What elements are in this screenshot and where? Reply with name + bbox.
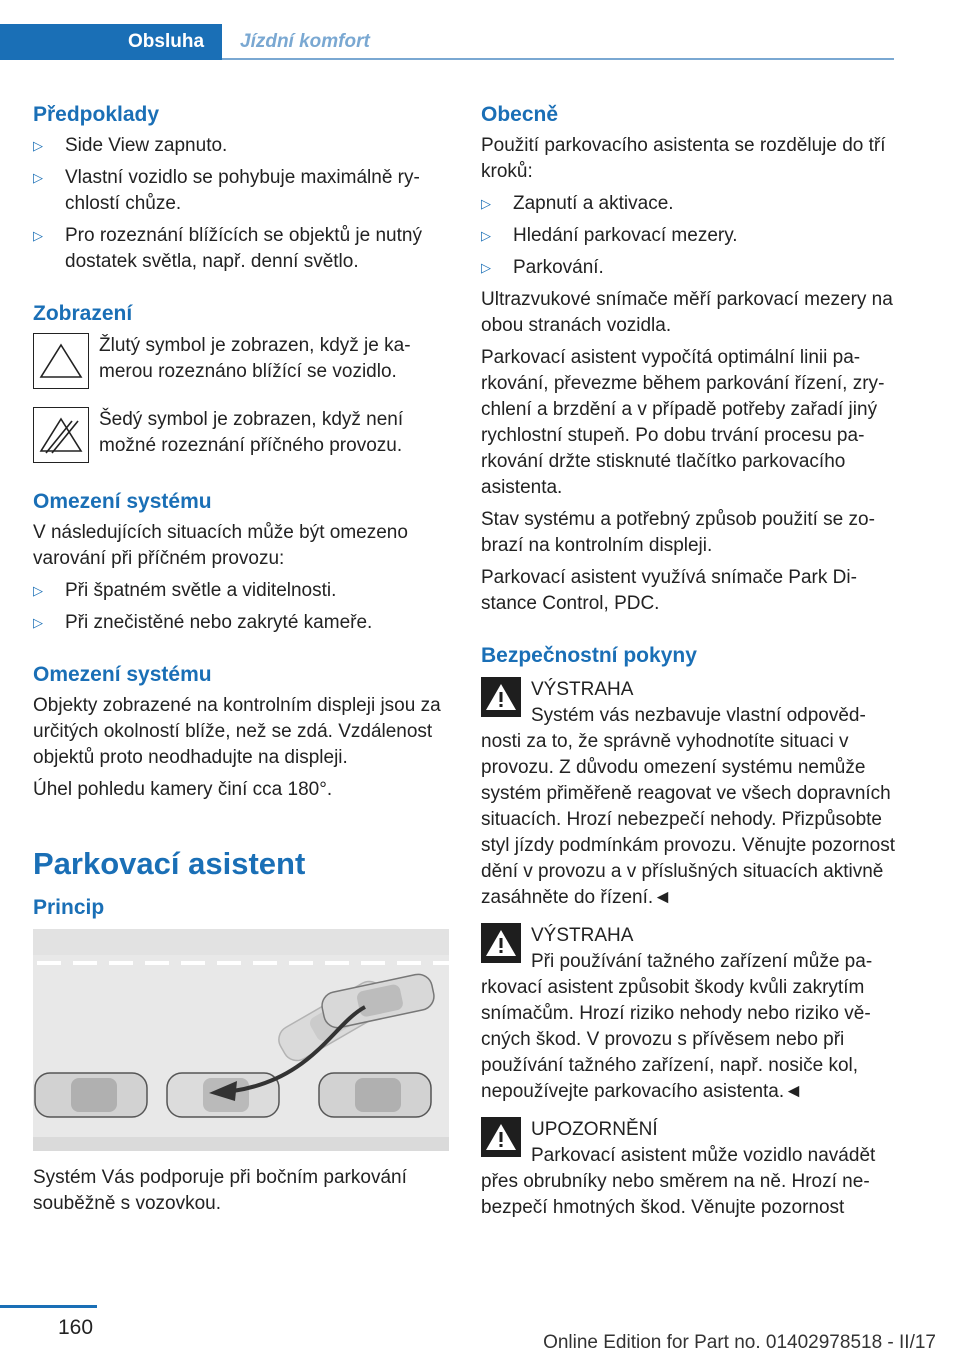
bullet-triangle-icon: ▷ bbox=[33, 170, 43, 185]
left-column bbox=[33, 100, 449, 1223]
bullet-triangle-icon: ▷ bbox=[33, 138, 43, 153]
bullet-triangle-icon: ▷ bbox=[481, 260, 491, 275]
cross-traffic-unavailable-icon bbox=[33, 407, 89, 463]
notice-title: UPOZORNĚNÍ bbox=[531, 1119, 658, 1140]
parking-illustration bbox=[33, 929, 449, 1151]
warning-title: VÝSTRAHA bbox=[531, 925, 634, 946]
bullet-triangle-icon: ▷ bbox=[33, 583, 43, 598]
predpoklady-list bbox=[33, 133, 449, 275]
yellow-symbol-text: Žlutý symbol je zobrazen, když je kamerou rozeznáno blížící se vozidlo. bbox=[99, 335, 411, 382]
right-column bbox=[481, 100, 897, 1233]
heading-obecne: Obecně bbox=[481, 103, 559, 126]
omezeni-intro: V následujících situacích může být omezeno varování při příčném provozu: bbox=[33, 522, 408, 569]
list-item: ▷ Při špatném světle a viditelnosti. bbox=[33, 578, 449, 604]
obecne-intro: Použití parkovacího asistenta se rozděluje do tří kroků: bbox=[481, 135, 886, 182]
bullet-triangle-icon: ▷ bbox=[33, 615, 43, 630]
warning-block bbox=[481, 677, 897, 911]
list-item: ▷ Parkování. bbox=[481, 255, 897, 281]
warning-text: Systém vás nezbavuje vlastní odpovědnosti za to, že správně vyhodnotíte situaci v provozu. Z důvodu omezení systému nemůže systém přiměřeně reagovat ve všech dopravních situacích. Hrozí nebezpečí nehody. Přizpůsobte styl jízdy podmínkám provozu. Věnujte pozornost dění v provozu a v příslušných situacích aktivně zasáhněte do řízení.◄ bbox=[481, 705, 895, 908]
obecne-p4: Parkovací asistent využívá snímače Park Distance Control, PDC. bbox=[481, 567, 857, 614]
warning-block bbox=[481, 923, 897, 1105]
gray-symbol-text: Šedý symbol je zobrazen, když není možné rozeznání příčného provozu. bbox=[99, 409, 404, 456]
heading-omezeni-1: Omezení systému bbox=[33, 490, 212, 513]
obecne-p3: Stav systému a potřebný způsob použití se zobrazí na kontrolním displeji. bbox=[481, 509, 875, 556]
bullet-triangle-icon: ▷ bbox=[481, 196, 491, 211]
list-item: ▷ Vlastní vozidlo se pohybuje maximálně rychlostí chůze. bbox=[33, 167, 420, 214]
obecne-list bbox=[481, 191, 897, 281]
edition-footer: Online Edition for Part no. 01402978518 - II/17 bbox=[543, 1332, 936, 1353]
list-item: ▷ Při znečistěné nebo zakryté kameře. bbox=[33, 610, 449, 636]
header-bar bbox=[0, 0, 894, 62]
heading-princip: Princip bbox=[33, 896, 105, 919]
warning-triangle-icon bbox=[481, 677, 521, 717]
notice-block bbox=[481, 1117, 897, 1221]
list-item: ▷ Side View zapnuto. bbox=[33, 133, 449, 159]
bullet-triangle-icon: ▷ bbox=[33, 228, 43, 243]
page-number: 160 bbox=[58, 1316, 94, 1339]
parking-caption: Systém Vás podporuje při bočním parkování souběžně s vozovkou. bbox=[33, 1167, 407, 1214]
cross-traffic-symbol-icon bbox=[33, 333, 89, 389]
heading-predpoklady: Předpoklady bbox=[33, 103, 160, 126]
heading-omezeni-2: Omezení systému bbox=[33, 663, 212, 686]
obecne-p1: Ultrazvukové snímače měří parkovací mezery na obou stranách vozidla. bbox=[481, 289, 893, 336]
obecne-p2: Parkovací asistent vypočítá optimální linii parkování, převezme během parkování řízení, zrychlení a brzdění a v případě potřeby zařadí jiný rychlostní stupeň. Po dobu trvání procesu parkování držte stisknuté tlačítko parkovacího asistenta. bbox=[481, 347, 885, 498]
list-item: ▷ Pro rozeznání blížících se objektů je nutný dostatek světla, např. denní světlo. bbox=[33, 225, 422, 272]
page-number-bar bbox=[0, 1305, 97, 1308]
omezeni2-p2: Úhel pohledu kamery činí cca 180°. bbox=[33, 779, 333, 800]
heading-zobrazeni: Zobrazení bbox=[33, 302, 133, 325]
warning-triangle-icon bbox=[481, 1117, 521, 1157]
omezeni-list bbox=[33, 578, 449, 636]
bullet-triangle-icon: ▷ bbox=[481, 228, 491, 243]
warning-triangle-icon bbox=[481, 923, 521, 963]
list-item: ▷ Zapnutí a aktivace. bbox=[481, 191, 897, 217]
tab-jizdni-komfort[interactable]: Jízdní komfort bbox=[240, 31, 370, 52]
list-item: ▷ Hledání parkovací mezery. bbox=[481, 223, 897, 249]
omezeni2-p1: Objekty zobrazené na kontrolním displeji jsou za určitých okolností blíže, než se zdá. Vzdálenost objektů proto neodhadujte na displeji. bbox=[33, 695, 441, 768]
notice-text: Parkovací asistent může vozidlo navádět přes obrubníky nebo směrem na ně. Hrozí nebezpečí hmotných škod. Věnujte pozornost bbox=[481, 1145, 876, 1218]
section-title-parking: Parkovací asistent bbox=[33, 846, 306, 881]
tab-obsluha[interactable]: Obsluha bbox=[0, 24, 222, 60]
warning-text: Při používání tažného zařízení může parkovací asistent způsobit škody kvůli zakrytím snímačům. Hrozí riziko nehody nebo riziko věcných škod. V provozu s přívěsem nebo při používání tažného zařízení, např. nosiče kol, nepoužívejte parkovacího asistenta.◄ bbox=[481, 951, 873, 1102]
heading-bezpecnost: Bezpečnostní pokyny bbox=[481, 644, 697, 667]
symbol-row-yellow bbox=[33, 333, 449, 389]
header-divider bbox=[222, 58, 894, 60]
warning-title: VÝSTRAHA bbox=[531, 679, 634, 700]
symbol-row-gray bbox=[33, 407, 449, 463]
